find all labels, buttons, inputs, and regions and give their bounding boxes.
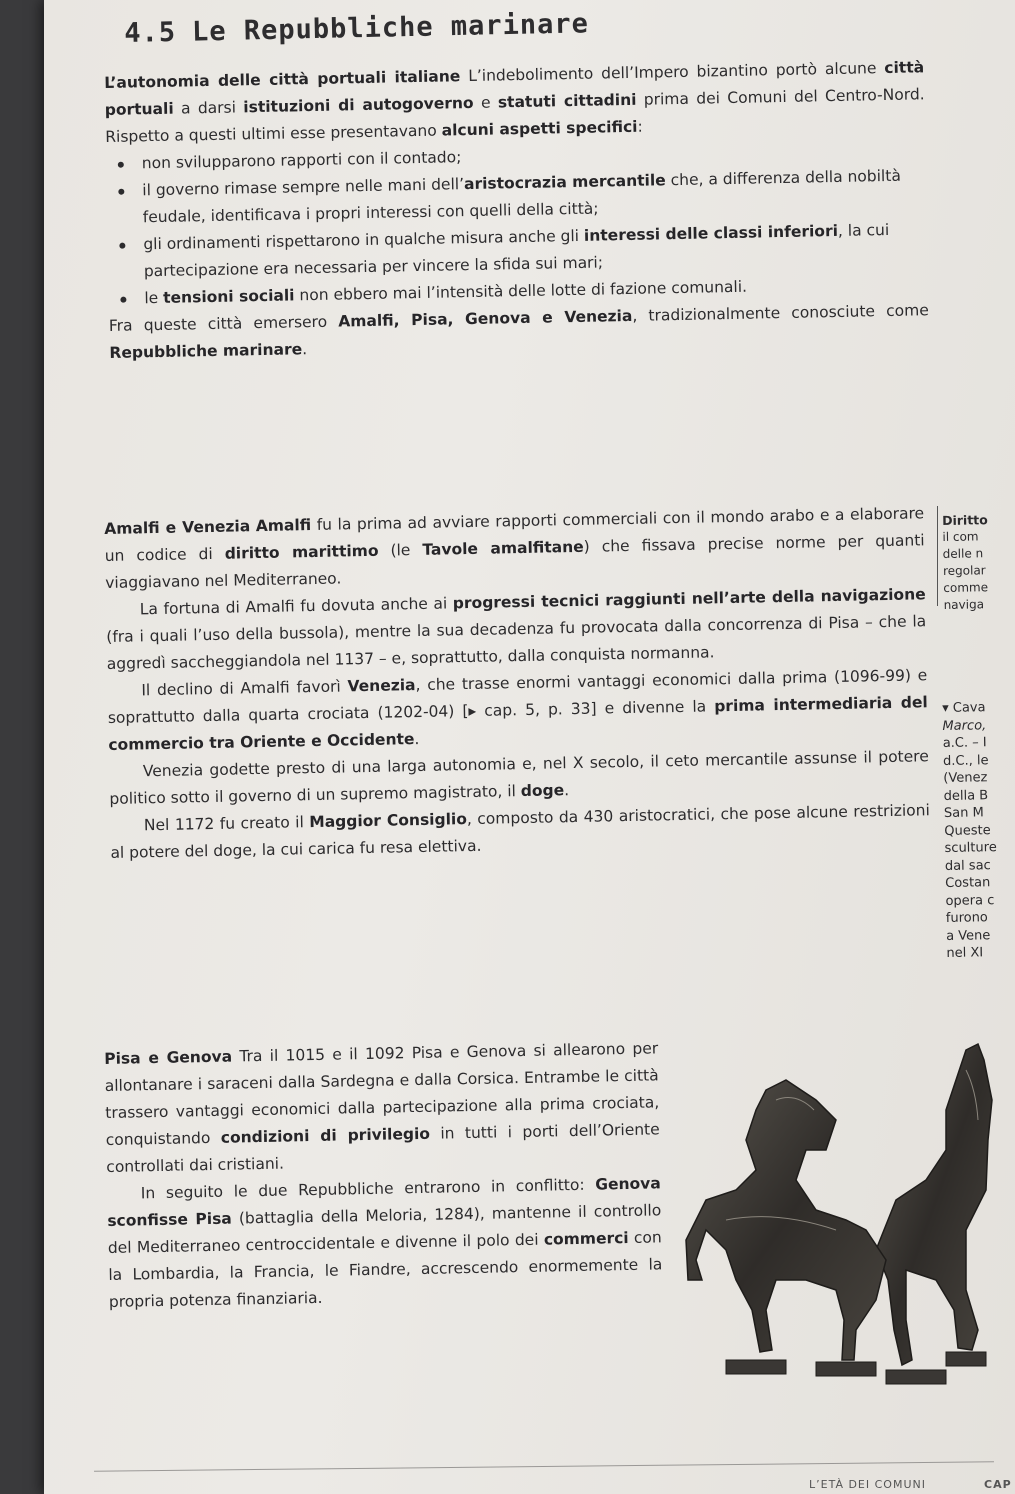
bold-run: commerci xyxy=(543,1228,629,1249)
text-run: prima dei Comuni del Centro-Nord. Rispetto a questi ultimi esse presentavano xyxy=(105,85,925,146)
sidebar-line: della B xyxy=(943,787,989,804)
sidebar-line: Costan xyxy=(945,875,991,891)
bold-run: Repubbliche marinare xyxy=(109,340,303,362)
sidebar-line: naviga xyxy=(943,597,985,612)
amalfi-paragraph-3 xyxy=(107,662,928,759)
sidebar-line: d.C., le xyxy=(942,752,989,769)
text-run: : xyxy=(637,117,643,136)
text-run: che, a differenza della nobiltà feudale, identificava i propri interessi con quelli della città; xyxy=(142,166,902,227)
bold-run: istituzioni di autogoverno xyxy=(243,93,474,117)
text-run: non ebbero mai l’intensità delle lotte di fazione comunali. xyxy=(294,277,748,305)
footer-running-head: L’ETÀ DEI COMUNI xyxy=(809,1478,926,1491)
text-run: il governo rimase sempre nelle mani dell’ xyxy=(142,175,465,200)
bold-run: diritto marittimo xyxy=(224,541,379,563)
sidebar-line: comme xyxy=(943,580,989,595)
intro-section xyxy=(104,54,930,367)
bold-run: Maggior Consiglio xyxy=(309,810,468,832)
sidebar-rule xyxy=(937,506,938,606)
bold-run: Amalfi, Pisa, Genova e Venezia xyxy=(338,306,633,331)
text-run: La fortuna di Amalfi fu dovuta anche ai xyxy=(139,594,454,619)
sidebar-line: regolar xyxy=(942,563,986,578)
text-run: Nel 1172 fu creato il xyxy=(143,813,310,835)
sidebar-caption xyxy=(942,699,1015,963)
footer-rule xyxy=(94,1461,994,1471)
textbook-page xyxy=(44,0,1015,1494)
pisa-genova-section xyxy=(104,1035,663,1316)
text-run: a darsi xyxy=(173,98,244,118)
text-run: non svilupparono rapporti con il contado; xyxy=(141,148,462,173)
text-run: (battaglia della Meloria, 1284), mantenne il controllo del Mediterraneo centroccidentale e divenne il polo dei xyxy=(107,1201,662,1257)
text-run: , che trasse enormi vantaggi economici dalla prima (1096-99) e soprattutto dalla quarta crociata (1202-04) [▸ cap. 5, p. 33] e divenne la xyxy=(107,666,928,727)
bullet-list xyxy=(106,135,929,313)
text-run: gli ordinamenti rispettarono in qualche misura anche gli xyxy=(143,226,585,254)
bold-run: Venezia xyxy=(347,676,416,696)
sidebar-line: a Vene xyxy=(945,927,991,944)
bold-run: Amalfi xyxy=(255,516,312,536)
sidebar-heading: Diritto xyxy=(942,512,988,528)
intro-lead: L’autonomia delle città portuali italiane xyxy=(104,67,461,92)
text-run: in tutti i porti dell’Oriente controllati dai cristiani. xyxy=(106,1120,660,1176)
text-run: . xyxy=(301,340,308,359)
text-run: Venezia godette presto di una larga autonomia e, nel X secolo, il ceto mercantile assunse il potere politico sotto il governo di un supremo magistrato, il xyxy=(109,747,929,808)
sidebar-line: (Venez xyxy=(943,770,988,786)
bold-run: condizioni di privilegio xyxy=(220,1124,431,1147)
sidebar-line: Queste xyxy=(944,822,991,839)
sidebar-line: opera c xyxy=(945,892,995,909)
text-run: Il declino di Amalfi favorì xyxy=(141,677,348,700)
text-run: , composto da 430 aristocratici, che pose alcune restrizioni al potere del doge, la cui carica fu resa elettiva. xyxy=(110,801,930,862)
text-run: con la Lombardia, la Francia, le Fiandre, accrescendo enormemente la propria potenza finanziaria. xyxy=(108,1228,663,1311)
amalfi-paragraph-2 xyxy=(106,581,927,678)
bold-run: città portuali xyxy=(104,58,925,119)
sidebar-line: sculture xyxy=(944,840,997,856)
sidebar-line: ▾ Cava xyxy=(942,700,986,716)
horse-right xyxy=(876,1044,992,1365)
section-title xyxy=(124,8,605,49)
bold-run: prima intermediaria del commercio tra Oriente e Occidente xyxy=(108,693,928,754)
pisa-paragraph-2 xyxy=(107,1170,663,1316)
text-run: Tra il 1015 e il 1092 Pisa e Genova si allearono per allontanare i saraceni dalla Sardegna e dalla Corsica. Entrambe le città trassero vantaggi economici dalla partecipazione alla prima crociata, conquistando xyxy=(104,1039,660,1149)
text-run: ) che fissava precise norme per quanti viaggiavano nel Mediterraneo. xyxy=(105,531,925,592)
bold-run: alcuni aspetti specifici xyxy=(441,117,638,140)
sidebar-line: nel XI xyxy=(946,945,984,961)
section-number: 4.5 xyxy=(124,16,177,49)
text-run: , la cui partecipazione era necessaria per vincere la sfida sui mari; xyxy=(143,220,890,281)
sidebar-diritto xyxy=(942,511,1015,614)
horse-left xyxy=(686,1080,886,1360)
sidebar-line: Marco, xyxy=(942,717,987,734)
bold-run: Tavole amalfitane xyxy=(422,537,584,559)
subsection-heading: Amalfi e Venezia xyxy=(104,517,251,538)
intro-paragraph xyxy=(104,54,925,151)
amalfi-paragraph-1 xyxy=(104,500,925,597)
text-run: (le xyxy=(378,540,423,560)
bold-run: aristocrazia mercantile xyxy=(463,171,666,194)
section-title-text: Le Repubbliche marinare xyxy=(191,8,590,48)
sidebar-line: il com xyxy=(942,529,979,544)
text-run: . xyxy=(414,729,420,749)
subsection-heading: Pisa e Genova xyxy=(104,1047,233,1068)
text-run: fu la prima ad avviare rapporti commerciali con il mondo arabo e a elaborare un codice di xyxy=(104,504,925,565)
text-run: e xyxy=(473,93,499,112)
bold-run: Genova sconfisse Pisa xyxy=(107,1174,661,1230)
bold-run: statuti cittadini xyxy=(497,90,637,112)
bold-run: progressi tecnici raggiunti nell’arte della navigazione xyxy=(452,585,926,613)
pisa-paragraph-1 xyxy=(104,1035,660,1181)
footer-chapter: CAP xyxy=(984,1478,1012,1491)
sidebar-line: a.C. – I xyxy=(942,735,987,751)
sidebar-line: San M xyxy=(943,805,984,821)
text-run: , tradizionalmente conosciute come xyxy=(632,301,929,325)
sidebar-line: delle n xyxy=(942,546,984,561)
pedestals xyxy=(726,1352,986,1384)
bold-run: doge xyxy=(520,781,565,801)
text-run: (fra i quali l’uso della bussola), mentre la sua decadenza fu provocata dalla concorrenza di Pisa – che la aggredì saccheggiandola nel 1137 – e, soprattutto, dalla conquista normanna. xyxy=(106,612,927,673)
text-run: . xyxy=(564,781,570,800)
text-run: L’indebolimento dell’Impero bizantino portò alcune xyxy=(460,59,885,86)
text-run: In seguito le due Repubbliche entrarono in conflitto: xyxy=(140,1175,596,1203)
text-run: le xyxy=(144,288,164,308)
sidebar-line: dal sac xyxy=(944,857,991,874)
bold-run: tensioni sociali xyxy=(162,286,295,307)
horses-of-saint-mark-image xyxy=(666,1030,1006,1430)
text-run: Fra queste città emersero xyxy=(108,312,339,335)
amalfi-venezia-section xyxy=(104,500,931,867)
bold-run: interessi delle classi inferiori xyxy=(583,221,839,245)
sidebar-line: furono xyxy=(945,910,988,926)
